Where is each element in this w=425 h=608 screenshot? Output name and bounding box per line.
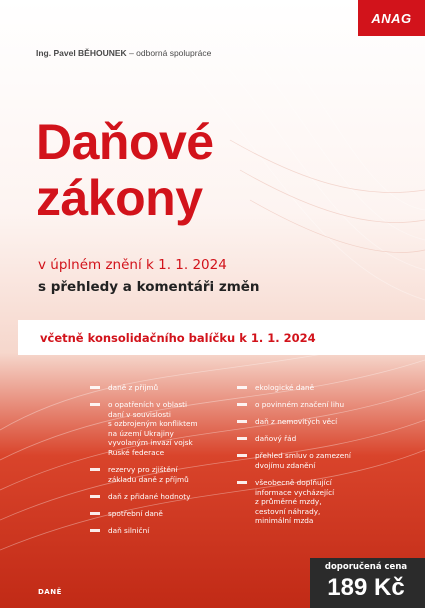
author-name: Ing. Pavel BĚHOUNEK <box>36 48 127 58</box>
dash-bullet-icon <box>90 529 100 532</box>
dash-bullet-icon <box>90 386 100 389</box>
dash-bullet-icon <box>90 468 100 471</box>
topic-item: o povinném značení lihu <box>237 400 357 410</box>
dash-bullet-icon <box>237 481 247 484</box>
topic-item: o opatřeních v oblasti daní v souvislosti s ozbrojeným konfliktem na území Ukrajiny vyvolaným invazí vojsk Ruské federace <box>90 400 230 458</box>
title-line-1: Daňové <box>36 114 214 170</box>
dash-bullet-icon <box>90 495 100 498</box>
author-line <box>36 48 211 58</box>
logo-text: ANAG <box>371 10 412 26</box>
topic-item: daň z nemovitých věcí <box>237 417 357 427</box>
dash-bullet-icon <box>237 386 247 389</box>
dash-bullet-icon <box>90 403 100 406</box>
topics-left-column <box>90 383 230 543</box>
dash-bullet-icon <box>237 403 247 406</box>
topic-item: daňový řád <box>237 434 357 444</box>
topic-item: daně z příjmů <box>90 383 230 393</box>
author-role: – odborná spolupráce <box>129 48 212 58</box>
topic-item: všeobecně doplňující informace vycházející z průměrné mzdy, cestovní náhrady, minimální mzda <box>237 478 357 526</box>
category-label: DANĚ <box>38 588 62 596</box>
publisher-logo <box>358 0 425 36</box>
highlight-band <box>18 320 425 355</box>
subtitle-line-2: s přehledy a komentáři změn <box>38 279 260 295</box>
topic-item: přehled smluv o zamezení dvojímu zdanění <box>237 451 357 470</box>
book-subtitle <box>38 254 260 298</box>
price-label: doporučená cena <box>324 562 408 572</box>
topics-right-column <box>237 383 357 534</box>
topic-item: rezervy pro zjištění základu daně z příjmů <box>90 465 230 484</box>
topic-item: ekologické daně <box>237 383 357 393</box>
topic-item: daň z přidané hodnoty <box>90 492 230 502</box>
subtitle-line-1: v úplném znění k 1. 1. 2024 <box>38 257 227 273</box>
dash-bullet-icon <box>90 512 100 515</box>
topic-item: daň silniční <box>90 526 230 536</box>
dash-bullet-icon <box>237 420 247 423</box>
topic-item: spotřební daně <box>90 509 230 519</box>
book-title <box>36 114 214 226</box>
price-value: 189 Kč <box>327 574 405 601</box>
title-line-2: zákony <box>36 170 203 226</box>
band-text: včetně konsolidačního balíčku k 1. 1. 2024 <box>40 330 316 345</box>
dash-bullet-icon <box>237 454 247 457</box>
dash-bullet-icon <box>237 437 247 440</box>
